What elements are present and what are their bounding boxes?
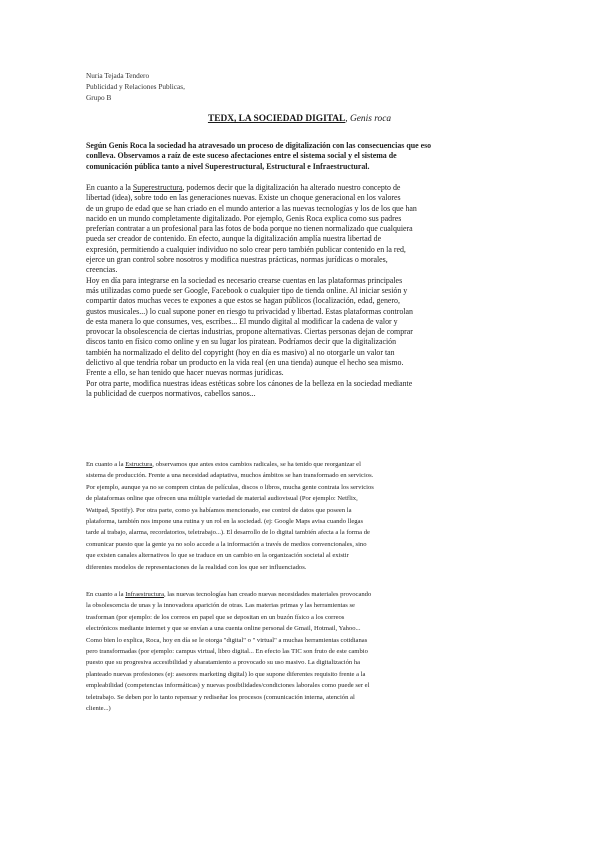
infraestructura-section [86, 589, 516, 714]
title-main: TEDX, LA SOCIEDAD DIGITAL [207, 114, 346, 124]
text-line: de un grupo de edad que se han criado en el mundo anterior a las nuevas tecnologías y los de los que han [86, 203, 417, 213]
text-line: Frente a ello, se han tenido que hacer nuevas normas jurídicas. [86, 368, 284, 378]
text-line: ejerce un gran control sobre nosotros y modifica nuestras prácticas, normas jurídicas o morales, [86, 255, 388, 265]
text-line: Según Genis Roca la sociedad ha atravesado un proceso de digitalización con las consecuencias que eso [86, 141, 432, 150]
text-line: electrónicos mediante internet y que se envían a una cuenta online personal de Gmail, Hotmail, Yahoo... [86, 625, 361, 633]
author-block [86, 70, 185, 103]
text-line: de plataformas online que ofrecen una múltiple variedad de material audiovisual (Por ejemplo: Netflix, [86, 495, 358, 503]
text-line: también ha normalizado el delito del copyright (hoy en día es masivo) al no otorgarle un valor tan [86, 347, 395, 357]
title-separator: , [345, 114, 348, 124]
text-line: Hoy en día para integrarse en la sociedad es necesario crearse cuentas en las plataformas principales [86, 275, 403, 285]
text-line: comunicar puesto que la gente ya no solo accede a la información a través de medios convencionales, sino [86, 540, 367, 548]
text-line: diferentes modelos de representaciones de la realidad con los que ser influenciados. [86, 563, 307, 571]
text-line: que existen canales alternativos lo que se traduce en un cambio en la organización societal al existir [86, 552, 349, 560]
text-line: teletrabajo. Se deben por lo tanto repensar y rediseñar los procesos (comunicación interna, atención al [86, 693, 355, 701]
text-line: comunicación pública tanto a nivel Superestructural, Estructural e Infraestructural. [86, 161, 370, 171]
text-line: trasforman (por ejemplo: de los correos en papel que se depositan en un buzón físico a los correos [86, 613, 345, 621]
text-line: delictivo al que tendría robar un producto en la vida real (en una tienda) aunque el hecho sea mismo. [86, 358, 404, 368]
estructura-section [86, 459, 516, 573]
author-name: Nuria Tejada Tendero [86, 71, 150, 80]
text-line: más utilizadas como puede ser Google, Facebook o cualquier tipo de tienda online. Al iniciar sesión y [86, 285, 408, 295]
superestructura-section [86, 183, 516, 399]
section-first-line [86, 589, 516, 600]
text-line: discos tanto en físico como online y en su lugar los piratean. Podríamos decir que la digitalización [86, 337, 397, 347]
text-line: pueda ser creador de contenido. En efecto, aunque la digitalización amplía nuestra libertad de [86, 234, 382, 244]
text-line: Como bien lo explica, Roca, hoy en día se le otorga "digital" o " virtual" a muchas herramientas cotidianas [86, 636, 368, 644]
section-first-rest: , las nuevas tecnologías han creado nuevas necesidades materiales provocando [164, 591, 372, 598]
section-first-rest: , podemos decir que la digitalización ha alterado nuestro concepto de [182, 183, 401, 192]
section-keyword: Estructura [125, 461, 153, 468]
text-line: gustos musicales...) lo cual supone poner en riesgo tu privacidad y libertad. Estas plataformas controlan [86, 306, 413, 316]
text-line: Por ejemplo, aunque ya no se compren cintas de películas, discos o libros, mucha gente contrata los servicios [86, 483, 374, 491]
section-keyword: Infraestructura [125, 591, 164, 598]
text-line: libertad (idea), sobre todo en las generaciones nuevas. Existe un choque generacional en los valores [86, 193, 401, 203]
text-line: Wattpad, Spotify). Por otra parte, como ya habíamos mencionado, ese control de datos que poseen la [86, 506, 352, 514]
section-first-line [86, 183, 516, 193]
text-line: tarde al trabajo, alarma, recordatorios, teletrabajo...). El desarrollo de lo digital también afecta a la forma de [86, 529, 370, 537]
text-line: la publicidad de cuerpos normativos, cabellos sanos... [86, 388, 256, 398]
section-lead: En cuanto a la [86, 591, 126, 598]
text-line: sistema de producción. Frente a una necesidad adaptativa, muchos ámbitos se han transformado en servicios. [86, 472, 374, 480]
section-first-line [86, 459, 516, 470]
text-line: conlleva. Observamos a raíz de este suceso afectaciones entre el sistema social y el sistema de [86, 151, 397, 161]
intro-paragraph [86, 141, 516, 172]
text-line: nacido en un mundo completamente digitalizado. Por ejemplo, Genis Roca explica como sus padres [86, 213, 402, 223]
text-line: empleabilidad (competencias informáticas) y nuevas posibilidades/condiciones laborales como puede ser el [86, 682, 370, 690]
author-group: Grupo B [86, 93, 112, 102]
text-line: provocar la obsolescencia de ciertas industrias, propone alternativas. Ciertas personas dejan de comprar [86, 327, 413, 337]
section-lead: En cuanto a la [86, 183, 133, 192]
text-line: cliente...) [86, 705, 111, 713]
document-title [0, 114, 599, 124]
section-lead: En cuanto a la [86, 461, 126, 468]
text-line: plataforma, también nos impone una rutina y un rol en la sociedad. (ej: Google Maps avisa cuando llegas [86, 518, 364, 526]
text-line: creencias. [86, 265, 118, 275]
text-line: preferían contratar a un profesional para las fotos de boda porque no tienen normalizado que cualquiera [86, 224, 413, 234]
text-line: Por otra parte, modifica nuestras ideas estéticas sobre los cánones de la belleza en la sociedad mediante [86, 378, 413, 388]
author-degree: Publicidad y Relaciones Publicas, [86, 82, 185, 91]
title-subtitle: Genis roca [347, 114, 392, 124]
section-first-rest: , observamos que antes estos cambios radicales, se ha tenido que reorganizar el [152, 461, 361, 468]
text-line: planteado nuevas profesiones (ej: asesores marketing digital) lo que supone diferentes requisito frente a la [86, 670, 366, 678]
text-line: de esta manera lo que consumes, ves, escribes... El mundo digital al modificar la cadena de valor y [86, 316, 398, 326]
text-line: expresión, permitiendo a cualquier individuo no solo crear pero también publicar contenido en la red, [86, 244, 406, 254]
text-line: pero transformadas (por ejemplo: campus virtual, libro digital... En efecto las TIC son fruto de este cambio [86, 648, 368, 656]
text-line: compartir datos muchas veces te expones a que estos se hagan públicos (localización, edad, genero, [86, 296, 400, 306]
text-line: puesto que su progresiva accesibilidad y abaratamiento a provocado su uso masivo. La digitalización ha [86, 659, 361, 667]
text-line: la obsolescencia de unas y la innovadora aparición de otras. Las materias primas y las herramientas se [86, 602, 355, 610]
section-keyword: Superestructura [132, 183, 183, 192]
